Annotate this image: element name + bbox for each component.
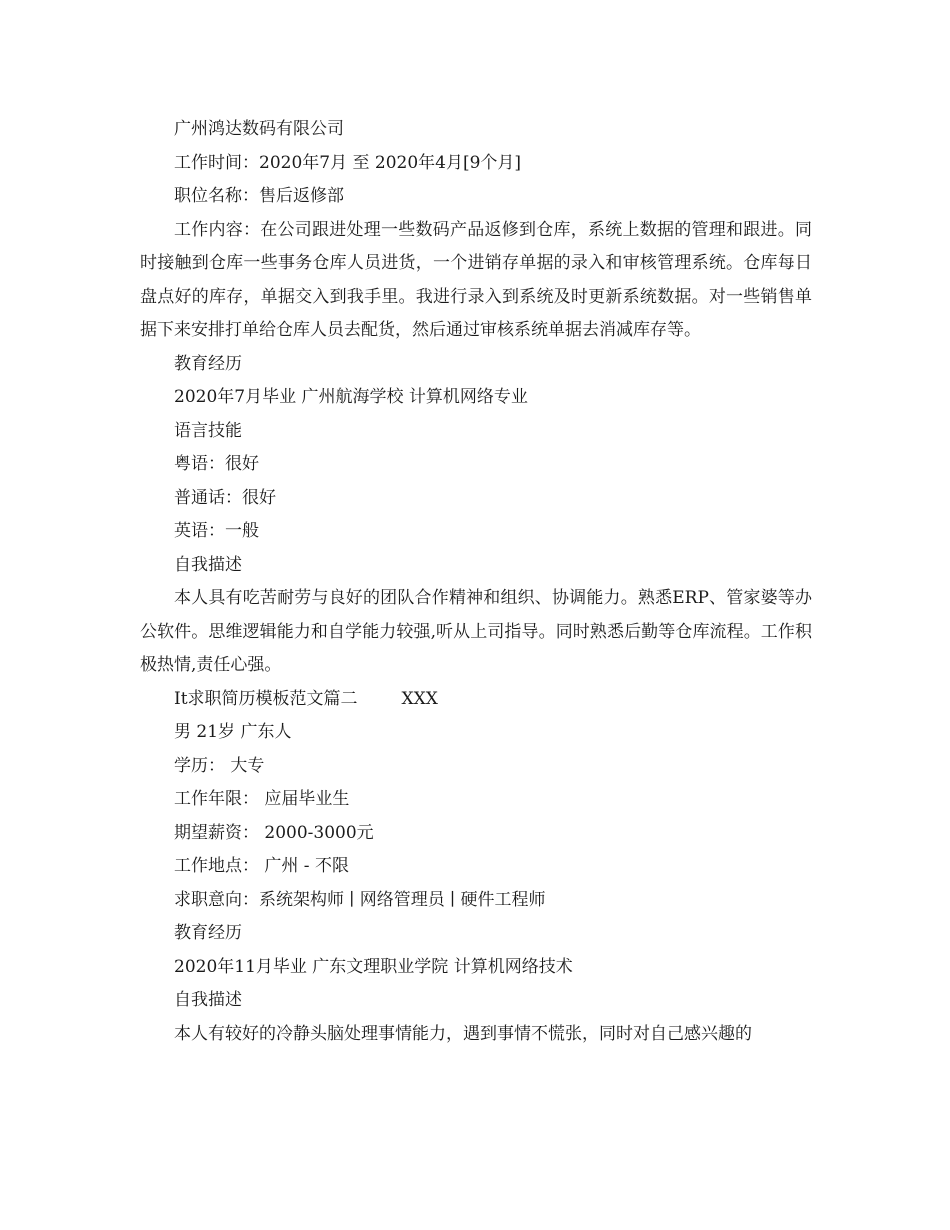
- expected-salary: 期望薪资： 2000-3000元: [174, 822, 374, 843]
- work-time: 工作时间：2020年7月 至 2020年4月[9个月]: [174, 152, 522, 173]
- resume-title: It求职简历模板范文篇二: [174, 688, 358, 709]
- education-entry-2: 2020年11月毕业 广东文理职业学院 计算机网络技术: [174, 956, 573, 977]
- candidate-basic-info: 男 21岁 广东人: [174, 722, 292, 742]
- self-description-heading: 自我描述: [174, 554, 242, 575]
- work-years: 工作年限： 应届毕业生: [174, 789, 350, 809]
- company-name: 广州鸿达数码有限公司: [174, 119, 344, 139]
- candidate-name: XXX: [401, 688, 438, 709]
- language-mandarin: 普通话：很好: [174, 487, 276, 508]
- self-description-heading-2: 自我描述: [174, 990, 242, 1010]
- document-body: [140, 113, 812, 1051]
- language-english: 英语：一般: [174, 521, 259, 541]
- education-heading-2: 教育经历: [174, 923, 242, 943]
- self-description-text-2: 本人有较好的冷静头脑处理事情能力，遇到事情不慌张，同时对自己感兴趣的: [174, 1023, 752, 1044]
- education-entry: 2020年7月毕业 广州航海学校 计算机网络专业: [174, 387, 528, 407]
- resume-title-line: [140, 683, 812, 717]
- work-location: 工作地点： 广州 - 不限: [174, 856, 349, 876]
- position-title: 职位名称：售后返修部: [174, 186, 344, 206]
- job-intent: 求职意向：系统架构师 ∣ 网络管理员 ∣ 硬件工程师: [174, 889, 546, 910]
- self-description-text: 本人具有吃苦耐劳与良好的团队合作精神和组织、协调能力。熟悉ERP、管家婆等办公软件。思维逻辑能力和自学能力较强,听从上司指导。同时熟悉后勤等仓库流程。工作积极热情,责任心强。: [140, 588, 812, 675]
- education-level: 学历： 大专: [174, 755, 265, 776]
- education-heading: 教育经历: [174, 353, 242, 374]
- language-heading: 语言技能: [174, 420, 242, 441]
- work-description: 工作内容：在公司跟进处理一些数码产品返修到仓库，系统上数据的管理和跟进。同时接触到仓库一些事务仓库人员进货，一个进销存单据的录入和审核管理系统。仓库每日盘点好的库存，单据交入到我手里。我进行录入到系统及时更新系统数据。对一些销售单据下来安排打单给仓库人员去配货，然后通过审核系统单据去消减库存等。: [140, 219, 812, 340]
- language-cantonese: 粤语：很好: [174, 454, 259, 474]
